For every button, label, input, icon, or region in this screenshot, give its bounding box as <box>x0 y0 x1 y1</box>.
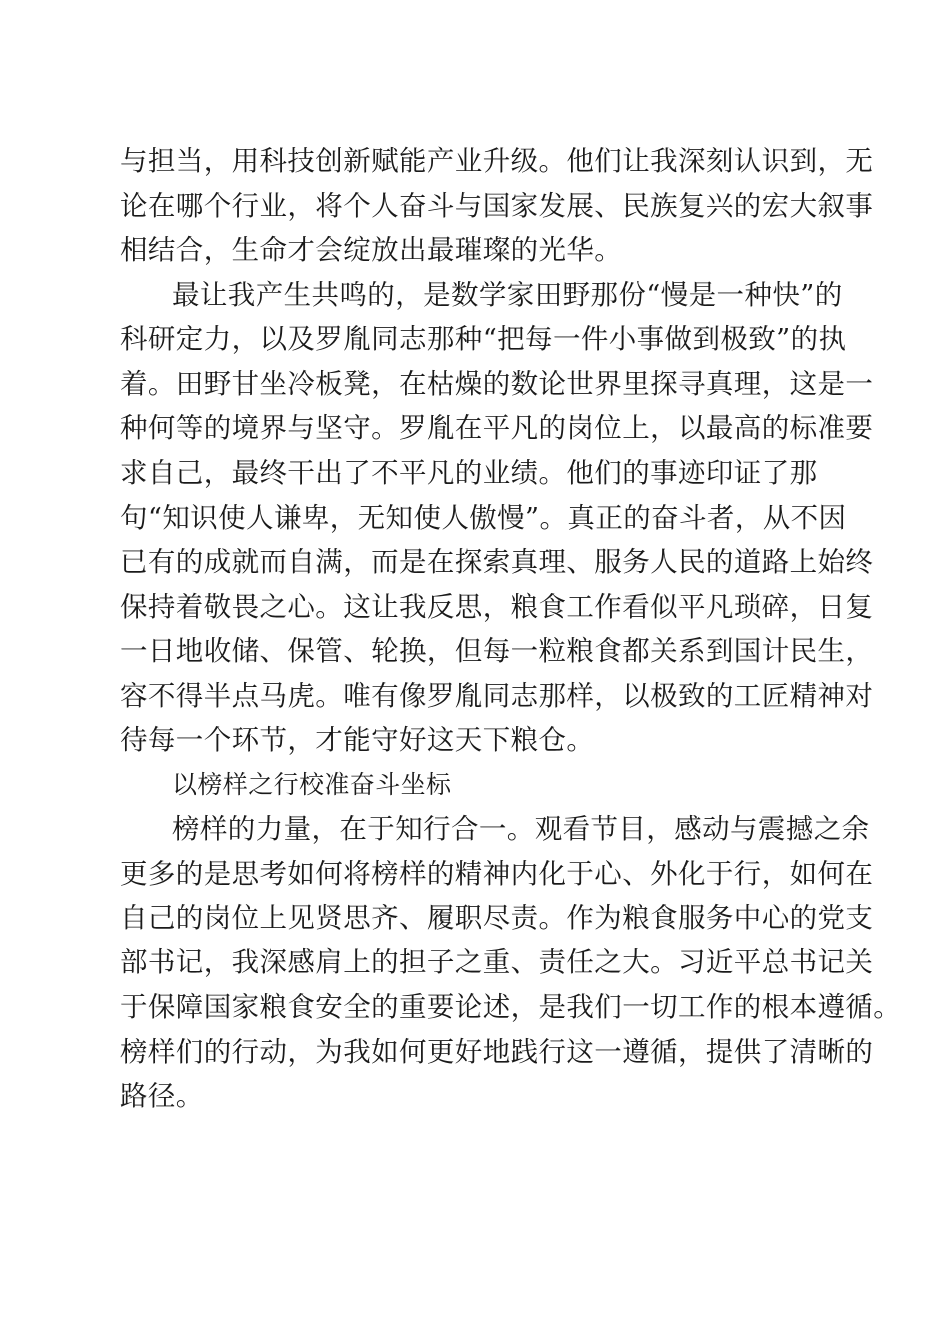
paragraph-line: 待每一个环节，才能守好这天下粮仓。 <box>120 724 595 756</box>
paragraph-line: 一日地收储、保管、轮换，但每一粒粮食都关系到国计民生， <box>120 635 874 667</box>
paragraph-line: 路径。 <box>120 1080 204 1112</box>
paragraph-line: 更多的是思考如何将榜样的精神内化于心、外化于行，如何在 <box>120 858 874 890</box>
paragraph-line: 相结合，生命才会绽放出最璀璨的光华。 <box>120 234 623 266</box>
paragraph-line: 榜样的力量，在于知行合一。观看节目，感动与震撼之余 <box>172 813 870 845</box>
paragraph-line: 于保障国家粮食安全的重要论述，是我们一切工作的根本遵循。 <box>120 991 902 1023</box>
paragraph-line: 论在哪个行业，将个人奋斗与国家发展、民族复兴的宏大叙事 <box>120 190 874 222</box>
paragraph-line: 榜样们的行动，为我如何更好地践行这一遵循，提供了清晰的 <box>120 1036 874 1068</box>
paragraph-line: 容不得半点马虎。唯有像罗胤同志那样，以极致的工匠精神对 <box>120 680 874 712</box>
paragraph-line: 句“知识使人谦卑，无知使人傲慢”。真正的奋斗者，从不因 <box>120 502 847 534</box>
paragraph-line: 种何等的境界与坚守。罗胤在平凡的岗位上，以最高的标准要 <box>120 412 874 444</box>
paragraph-line: 求自己，最终干出了不平凡的业绩。他们的事迹印证了那 <box>120 457 818 489</box>
paragraph-line: 与担当，用科技创新赋能产业升级。他们让我深刻认识到，无 <box>120 145 874 177</box>
paragraph-line: 已有的成就而自满，而是在探索真理、服务人民的道路上始终 <box>120 546 874 578</box>
section-heading: 以榜样之行校准奋斗坐标 <box>172 770 452 799</box>
paragraph-line: 最让我产生共鸣的，是数学家田野那份“慢是一种快”的 <box>172 279 843 311</box>
paragraph-line: 部书记，我深感肩上的担子之重、责任之大。习近平总书记关 <box>120 946 874 978</box>
paragraph-line: 科研定力，以及罗胤同志那种“把每一件小事做到极致”的执 <box>120 323 847 355</box>
paragraph-line: 保持着敬畏之心。这让我反思，粮食工作看似平凡琐碎，日复 <box>120 591 874 623</box>
paragraph-line: 自己的岗位上见贤思齐、履职尽责。作为粮食服务中心的党支 <box>120 902 874 934</box>
paragraph-line: 着。田野甘坐冷板凳，在枯燥的数论世界里探寻真理，这是一 <box>120 368 874 400</box>
